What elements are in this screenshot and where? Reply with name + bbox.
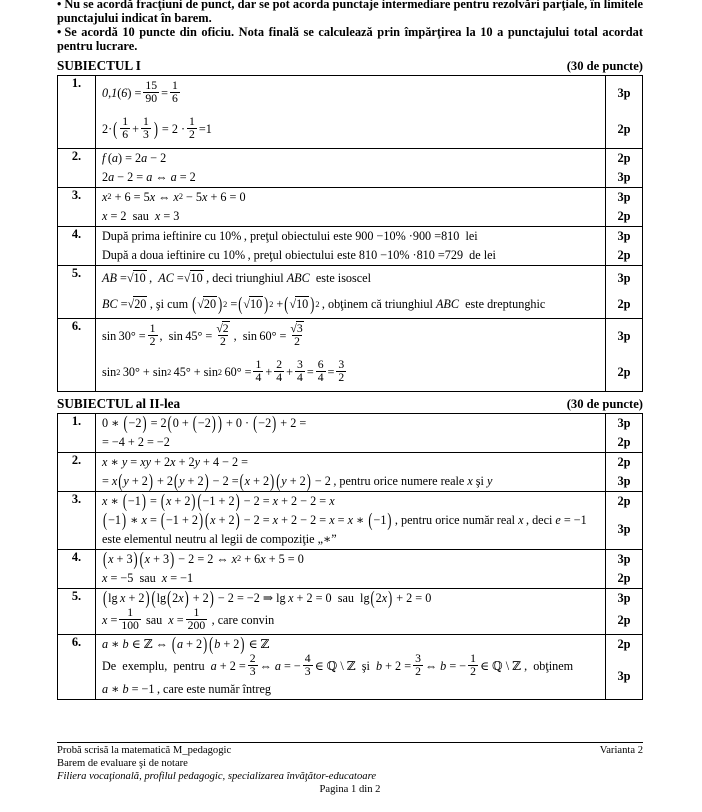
solution-line: AB = √10 , AC = √10 , deci triunghiul ABC este isoscel (102, 271, 371, 286)
table-row (58, 491, 643, 549)
row-number: 5. (58, 265, 96, 318)
row-number: 6. (58, 318, 96, 391)
score-value: 2p (617, 122, 631, 137)
row-score (606, 75, 643, 148)
score-value: 2p (617, 150, 631, 165)
table-row (58, 588, 643, 634)
footer-barem-label: Barem de evaluare şi de notare (57, 757, 188, 769)
footer-page-number: Pagina 1 din 2 (319, 783, 381, 795)
solution-line: ( lg x + 2 ) ( lg ( 2 x ) + 2 ) − 2 = −2 ⇒ lg x + 2 = 0 sau lg ( 2 x ) + 2 = 0 (103, 586, 432, 609)
score-value: 2p (617, 208, 631, 223)
table-row (58, 318, 643, 391)
score-value: 2p (617, 297, 631, 312)
solution-line: 2· ( $\frac{1}{6}$ + $\frac{1}{3}$ ) = 2 · $\frac{1}{2}$ =1 (102, 115, 212, 142)
score-value: 3p (617, 473, 631, 488)
solution-line: a ∗ b ∈ ℤ ⇔ ( a + 2 ) ( b + 2 ) ∈ ℤ (102, 632, 270, 655)
table-row (58, 452, 643, 491)
solution-line: x = $\frac{1}{100}$ sau x = $\frac{1}{200}$ , care convin (102, 606, 275, 633)
page-footer (57, 742, 643, 797)
score-value: 2p (617, 613, 631, 628)
row-score (606, 413, 643, 452)
section-title: SUBIECTUL al II-lea (57, 395, 181, 411)
table-row (58, 226, 643, 265)
solution-line: x = 2 sau x = 3 (102, 208, 180, 223)
row-number: 1. (58, 75, 96, 148)
table-row (58, 187, 643, 226)
row-score (606, 588, 643, 634)
footer-variant: Varianta 2 (599, 745, 643, 756)
solution-line: BC = √20 , şi cum ( √20 ) 2 = ( √10 ) 2 + ( √10 ) 2 , obţinem că triunghiul ABC este dreptunghic (102, 292, 546, 315)
row-number: 6. (58, 634, 96, 699)
row-solution (96, 634, 606, 699)
footer-row-1 (57, 745, 643, 758)
intro-bullet-1 (57, 0, 643, 26)
row-score (606, 452, 643, 491)
solution-line: ( −1 ) ∗ x = ( −1 + 2 ) ( x + 2 ) − 2 = x + 2 − 2 = x = x ∗ ( −1 ) , pentru orice număr real x , deci e = −1 (103, 508, 587, 531)
solution-line: = −4 + 2 = −2 (102, 434, 170, 449)
score-value: 2p (617, 570, 631, 585)
intro-line-1: Nu se acordă fracţiuni de punct, dar se pot acorda punctaje intermediare pentru rezolvări parţiale, în limitele punctajului indicat în barem. (57, 0, 643, 25)
solution-line: x = −5 sau x = −1 (102, 570, 194, 585)
table-row (58, 634, 643, 699)
score-value: 3p (617, 551, 631, 566)
solution-line: = x ( y + 2 ) + 2 ( y + 2 ) − 2 = ( x + 2 ) ( y + 2 ) − 2 , pentru orice numere reale x şi y (102, 469, 493, 492)
row-score (606, 549, 643, 588)
footer-exam-title: Probă scrisă la matematică M_pedagogic (57, 745, 232, 756)
row-score (606, 187, 643, 226)
solution-line: este elementul neutru al legii de compoziţie „∗” (102, 531, 337, 546)
score-value: 3p (617, 522, 631, 537)
solution-line: f ( a ) = 2 a − 2 (102, 150, 167, 165)
row-score (606, 634, 643, 699)
solution-line: x 2 + 6 = 5 x ⇔ x 2 − 5 x + 6 = 0 (102, 189, 246, 204)
row-solution (96, 187, 606, 226)
page-content (57, 0, 643, 700)
row-solution (96, 588, 606, 634)
section-header-2 (57, 396, 643, 412)
bullet-icon: • (57, 0, 62, 11)
row-solution (96, 491, 606, 549)
score-value: 2p (617, 365, 631, 380)
row-number: 3. (58, 187, 96, 226)
row-number: 5. (58, 588, 96, 634)
intro-bullet-2 (57, 26, 643, 54)
solution-line: 0 , 1 ( 6 ) = $\frac{15}{90}$ = $\frac{1}{6}$ (102, 79, 178, 106)
row-solution (96, 318, 606, 391)
solution-line: După prima ieftinire cu 10% , preţul obiectului este 900 −10% ·900 =810 lei (102, 228, 478, 243)
barem-table-subiectul-2 (57, 413, 643, 700)
intro-notes (57, 0, 643, 54)
solution-line: x ∗ y = xy + 2 x + 2 y + 4 − 2 = (102, 454, 249, 469)
score-value: 2p (617, 636, 631, 651)
solution-line: x ∗ ( −1 ) = ( x + 2 ) ( −1 + 2 ) − 2 = x + 2 − 2 = x (102, 489, 335, 512)
score-value: 3p (617, 271, 631, 286)
score-value: 2p (617, 247, 631, 262)
score-value: 3p (617, 668, 631, 683)
score-value: 3p (617, 415, 631, 430)
score-value: 2p (617, 454, 631, 469)
footer-divider (57, 742, 643, 743)
row-score (606, 226, 643, 265)
solution-line: sin 30° = $\frac{1}{2}$ , sin 45° = $\frac{√2}{2}$ , sin 60° = $\frac{√3}{2}$ (102, 322, 303, 349)
solution-line: a ∗ b = −1 , care este număr întreg (102, 681, 271, 696)
section-title: SUBIECTUL I (57, 57, 141, 73)
bullet-icon: • (57, 24, 62, 39)
footer-filiera: Filiera vocaţională, profilul pedagogic, specializarea învăţător-educatoare (57, 770, 377, 782)
row-score (606, 265, 643, 318)
row-number: 4. (58, 549, 96, 588)
table-row (58, 549, 643, 588)
row-score (606, 491, 643, 549)
section-points: (30 de puncte) (566, 396, 643, 411)
solution-line: 2 a − 2 = a ⇔ a = 2 (102, 169, 196, 184)
row-number: 1. (58, 413, 96, 452)
solution-line: De exemplu, pentru a + 2 = $\frac{2}{3}$ ⇔ a = − $\frac{4}{3}$ ∈ ℚ \ ℤ şi b + 2 = $\frac{3}{2}$ ⇔ b = − $\frac{1}{2}$ ∈ ℚ \ ℤ , obţinem (102, 652, 574, 679)
score-value: 3p (617, 189, 631, 204)
score-value: 3p (617, 329, 631, 344)
table-row (58, 148, 643, 187)
row-solution (96, 75, 606, 148)
solution-line: 0 ∗ ( −2 ) = 2 ( 0 + ( −2 ) ) + 0 · ( −2 ) + 2 = (102, 411, 307, 434)
score-value: 3p (617, 86, 631, 101)
table-row (58, 413, 643, 452)
score-value: 2p (617, 493, 631, 508)
barem-table-subiectul-1 (57, 75, 643, 392)
solution-line: După a doua ieftinire cu 10% , preţul obiectului este 810 −10% ·810 =729 de lei (102, 247, 496, 262)
row-number: 2. (58, 452, 96, 491)
row-solution (96, 148, 606, 187)
score-value: 2p (617, 434, 631, 449)
row-score (606, 148, 643, 187)
table-row (58, 265, 643, 318)
row-score (606, 318, 643, 391)
row-solution (96, 226, 606, 265)
solution-line: sin 2 30° + sin 2 45° + sin 2 60° = $\frac{1}{4}$ + $\frac{2}{4}$ + $\frac{3}{4}$ = $\frac{6}{4}$ = $\frac{3}{2}$ (102, 358, 345, 385)
section-points: (30 de puncte) (566, 58, 643, 73)
row-number: 4. (58, 226, 96, 265)
intro-line-2: Se acordă 10 puncte din oficiu. Nota finală se calculează prin împărţirea la 10 a punctajului total acordat pentru lucrare. (57, 24, 643, 53)
score-value: 3p (617, 169, 631, 184)
score-value: 3p (617, 590, 631, 605)
row-number: 3. (58, 491, 96, 549)
section-header-1 (57, 58, 643, 74)
row-solution (96, 549, 606, 588)
score-value: 3p (617, 228, 631, 243)
row-solution (96, 413, 606, 452)
table-row (58, 75, 643, 148)
row-solution (96, 452, 606, 491)
row-solution (96, 265, 606, 318)
row-number: 2. (58, 148, 96, 187)
solution-line: ( x + 3 ) ( x + 3 ) − 2 = 2 ⇔ x 2 + 6 x + 5 = 0 (103, 547, 304, 570)
